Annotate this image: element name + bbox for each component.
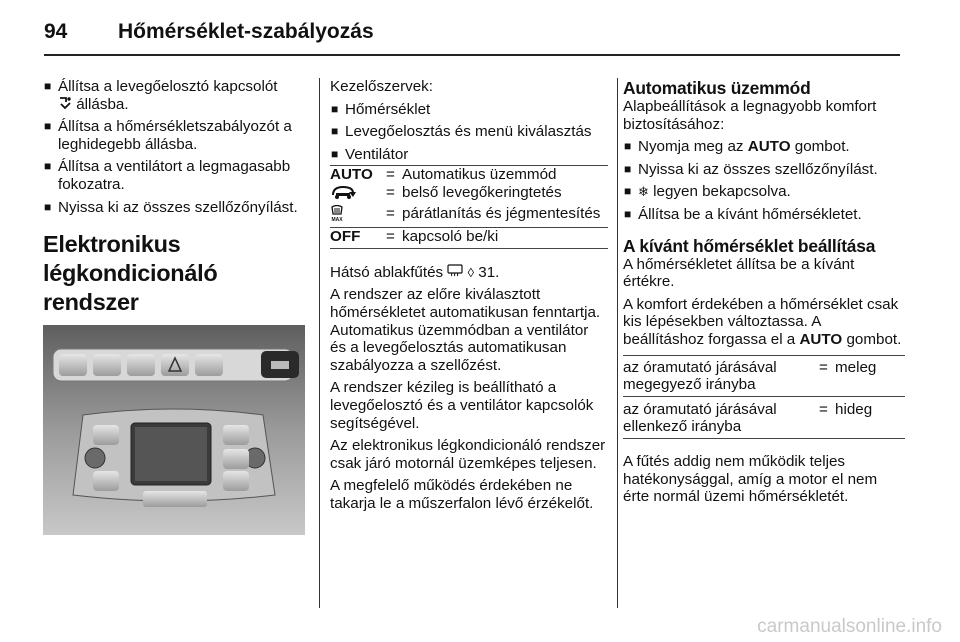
table-row: [623, 359, 905, 397]
paragraph: [330, 263, 608, 282]
symbol-row: [330, 205, 608, 228]
paragraph-text: gombot.: [846, 330, 902, 348]
symbol-label: AUTO: [330, 166, 373, 184]
rear-window-heater-icon: [447, 263, 463, 282]
watermark: carmanualsonline.info: [757, 616, 942, 637]
paragraph: A rendszer kézileg is beállítható a levegőelosztó és a ventilátor kapcsolók segítségével.: [330, 379, 594, 432]
header-rule: [44, 54, 900, 56]
max-defrost-icon: [330, 205, 386, 228]
table-cell: az óramutató járásával ellenkező irányba: [623, 400, 777, 436]
section-heading: [43, 230, 305, 317]
symbol-row: [330, 227, 608, 246]
bullet-text: Ventilátor: [345, 145, 409, 163]
section-heading: Automatikus üzemmód: [623, 78, 811, 98]
column-1: [43, 78, 305, 535]
list-item: [623, 206, 905, 224]
list-item: [623, 161, 905, 179]
bullet-text: Állítsa a ventilátort a legmagasabb fokozatra.: [58, 158, 291, 193]
equals-sign: =: [386, 183, 395, 201]
symbol-row: [330, 184, 608, 205]
table-row: [623, 401, 905, 436]
rear-heat-text: Hátsó ablakfűtés: [330, 263, 444, 281]
paragraph: Alapbeállítások a legnagyobb komfort biztosításához:: [623, 98, 877, 133]
bullet-text: Hőmérséklet: [345, 100, 431, 118]
bullet-text: Állítsa a hőmérsékletszabályozót a leghidegebb állásba.: [58, 118, 292, 153]
symbol-description: belső levegőkeringtetés: [402, 183, 562, 201]
bullet-text: Állítsa be a kívánt hőmérsékletet.: [638, 205, 862, 223]
table-cell: hideg: [835, 400, 873, 418]
equals-sign: =: [386, 166, 395, 184]
column-3: [623, 78, 905, 511]
paragraph: A fűtés addig nem működik teljes hatékonysággal, amíg a motor el nem érte normál üzemi hőmérsékletét.: [623, 452, 878, 506]
bullet-text: gombot.: [794, 138, 850, 156]
paragraph: A megfelelő működés érdekében ne takarja le a műszerfalon lévő érzékelőt.: [330, 477, 594, 512]
paragraph-text: A komfort érdekében a hőmérséklet csak kis lépésekben változtassa. A beállításhoz forgassa el a: [623, 295, 899, 348]
bullet-text: állásba.: [76, 95, 129, 113]
symbol-description: kapcsoló be/ki: [402, 228, 499, 246]
symbol-description: párátlanítás és jégmentesítés: [402, 204, 601, 222]
bullet-text: Nyomja meg az: [638, 138, 744, 156]
auto-label: AUTO: [747, 138, 791, 156]
direction-table: [623, 355, 905, 439]
paragraph: A rendszer az előre kiválasztott hőmérsékletet automatikusan fenntartja. Automatikus üzemmódban a ventilátor és a levegőelosztás automatikusan szabályozza a szellőzést.: [330, 286, 601, 374]
page-title: Hőmérséklet-szabályozás: [118, 20, 374, 43]
section-heading: A kívánt hőmérséklet beállítása: [623, 235, 876, 256]
air-distribution-icon: [58, 96, 72, 114]
table-cell: =: [819, 400, 828, 418]
air-conditioning-icon: ❄: [638, 184, 649, 200]
symbol-label: OFF: [330, 228, 361, 246]
equals-sign: =: [386, 228, 395, 246]
bullet-text: Levegőelosztás és menü kiválasztás: [345, 123, 592, 141]
list-item: [330, 101, 608, 119]
recirculation-icon: [330, 184, 386, 205]
column-2: [330, 78, 608, 517]
paragraph: Az elektronikus légkondicionáló rendszer csak járó motornál üzemképes teljesen.: [330, 437, 606, 472]
bullet-text: legyen bekapcsolva.: [653, 183, 791, 201]
bullet-text: Nyissa ki az összes szellőzőnyílást.: [638, 160, 878, 178]
list-item: [43, 78, 305, 113]
bullet-text: Nyissa ki az összes szellőzőnyílást.: [58, 198, 298, 216]
page-reference-icon: ◊: [467, 264, 475, 280]
svg-text:MAX: MAX: [331, 216, 343, 223]
list-item: [43, 199, 305, 217]
symbol-description: Automatikus üzemmód: [402, 166, 557, 184]
bullet-text: Állítsa a levegőelosztó kapcsolót: [58, 78, 278, 95]
climate-control-panel-photo: [43, 325, 305, 535]
paragraph: Kezelőszervek:: [330, 78, 433, 95]
paragraph: A hőmérsékletet állítsa be a kívánt értékre.: [623, 255, 855, 291]
page-number: 94: [44, 20, 68, 43]
heading-line: Elektronikus: [43, 231, 181, 258]
list-item: [43, 118, 305, 153]
auto-label: AUTO: [799, 330, 843, 348]
heading-line: légkondicionáló rendszer: [43, 260, 218, 316]
page-reference[interactable]: 31.: [478, 263, 500, 281]
column-divider: [617, 78, 618, 608]
list-item: [330, 123, 608, 141]
symbol-row: [330, 166, 608, 184]
paragraph: [623, 296, 905, 349]
table-cell: az óramutató járásával megegyező irányba: [623, 358, 777, 394]
equals-sign: =: [386, 204, 395, 222]
table-cell: =: [819, 358, 828, 376]
list-item: [330, 146, 608, 164]
column-divider: [319, 78, 320, 608]
list-item: [623, 183, 905, 201]
list-item: [623, 138, 905, 156]
list-item: [43, 158, 305, 193]
table-cell: meleg: [835, 358, 877, 376]
symbol-table: [330, 165, 608, 248]
